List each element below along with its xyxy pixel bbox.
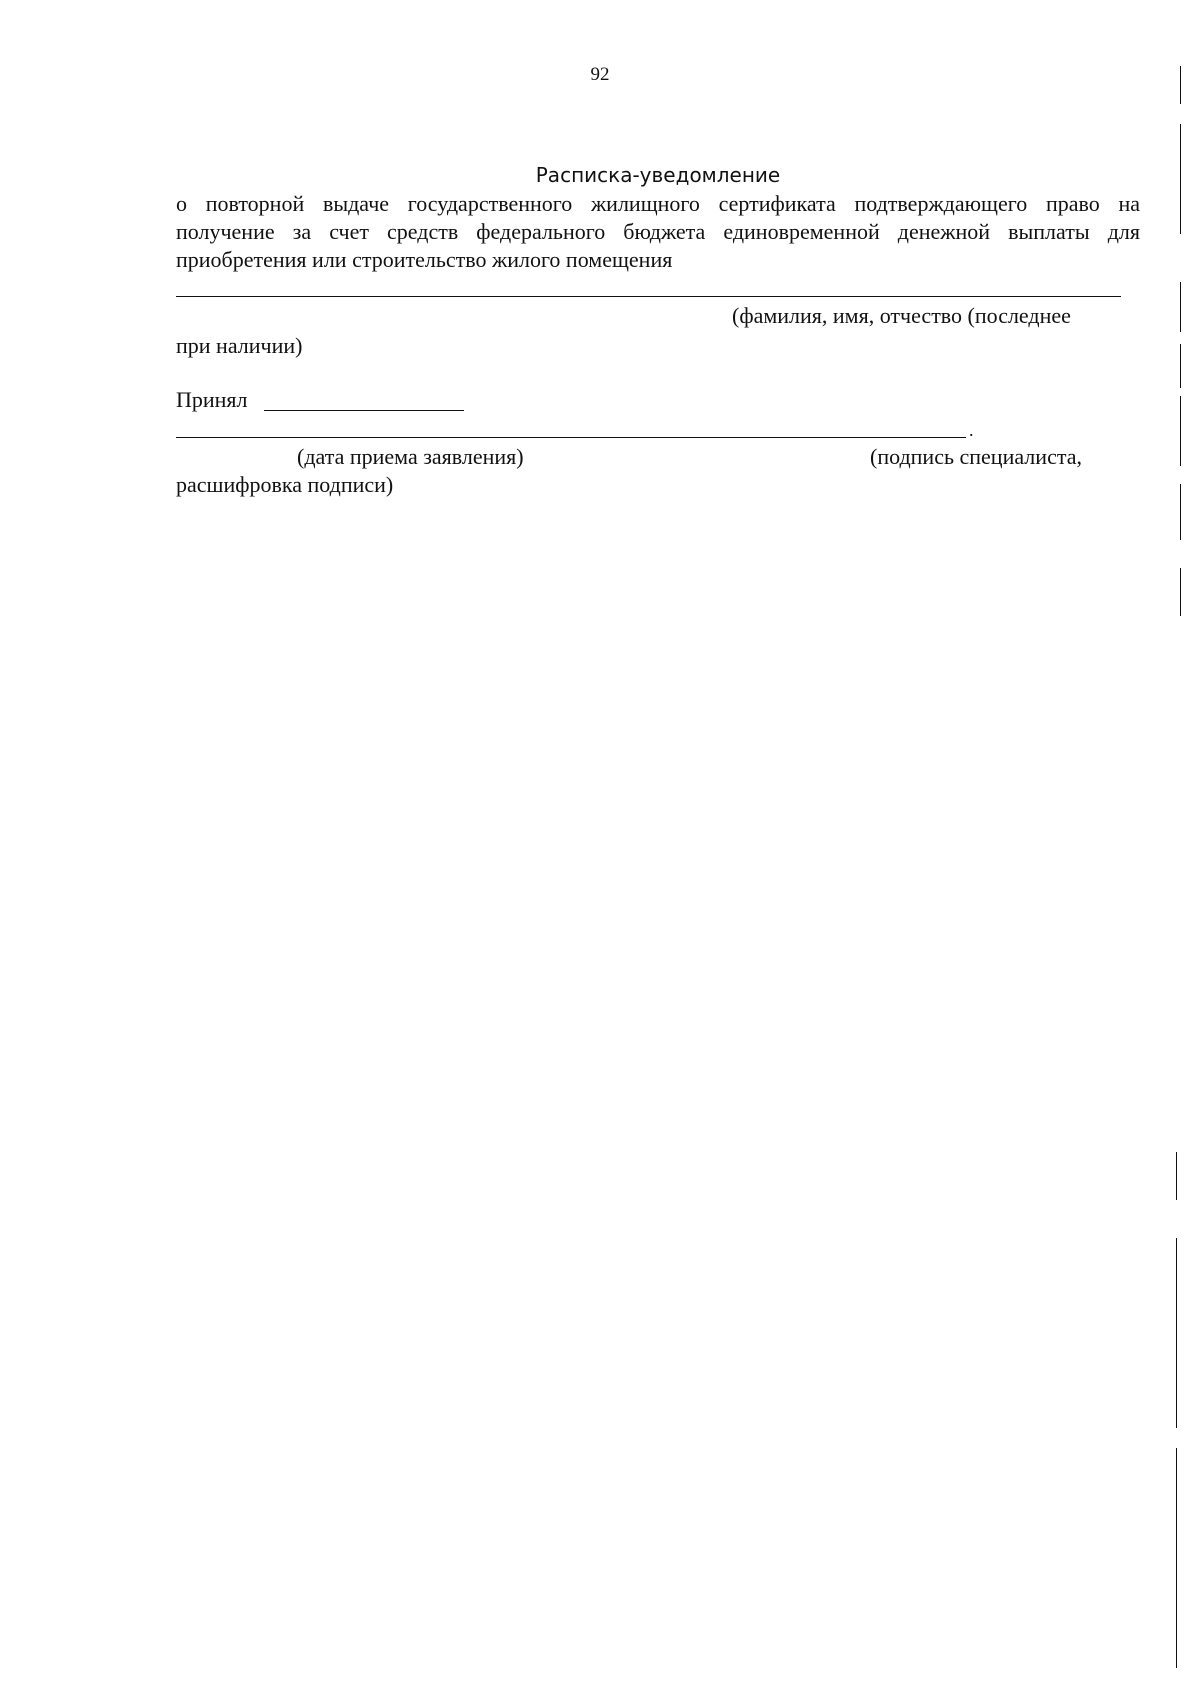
scan-edge-mark	[1176, 1238, 1177, 1428]
line-end-dot: .	[969, 420, 974, 440]
scan-edge-mark	[1176, 1152, 1177, 1200]
accepted-blank-line	[264, 410, 464, 411]
fio-caption-continued: при наличии)	[176, 333, 303, 358]
scan-edge-mark	[1180, 66, 1181, 104]
accepted-label: Принял	[176, 387, 248, 412]
page-number: 92	[590, 64, 610, 85]
subtitle-line-2: получение за счет средств федерального бюджета единовременной денежной выплаты для	[176, 219, 1140, 244]
date-signature-blank-line	[176, 437, 966, 438]
signature-caption-continued: расшифровка подписи)	[176, 472, 394, 497]
subtitle-line-3: приобретения или строительство жилого помещения	[176, 247, 673, 272]
scan-edge-mark	[1180, 484, 1181, 540]
document-subtitle	[176, 190, 1140, 274]
subtitle-line-1: о повторной выдаче государственного жилищного сертификата подтверждающего право на	[176, 191, 1140, 216]
scan-edge-mark	[1180, 124, 1181, 234]
scan-edge-mark	[1176, 1448, 1177, 1668]
signature-caption: (подпись специалиста,	[870, 444, 1082, 469]
scan-edge-mark	[1180, 568, 1181, 616]
date-caption: (дата приема заявления)	[297, 444, 524, 469]
scan-edge-mark	[1180, 282, 1181, 332]
scan-edge-mark	[1180, 396, 1181, 466]
fio-caption: (фамилия, имя, отчество (последнее	[732, 303, 1071, 328]
fio-blank-line	[176, 296, 1121, 297]
document-title: Расписка-уведомление	[535, 163, 781, 187]
scan-edge-mark	[1180, 344, 1181, 388]
